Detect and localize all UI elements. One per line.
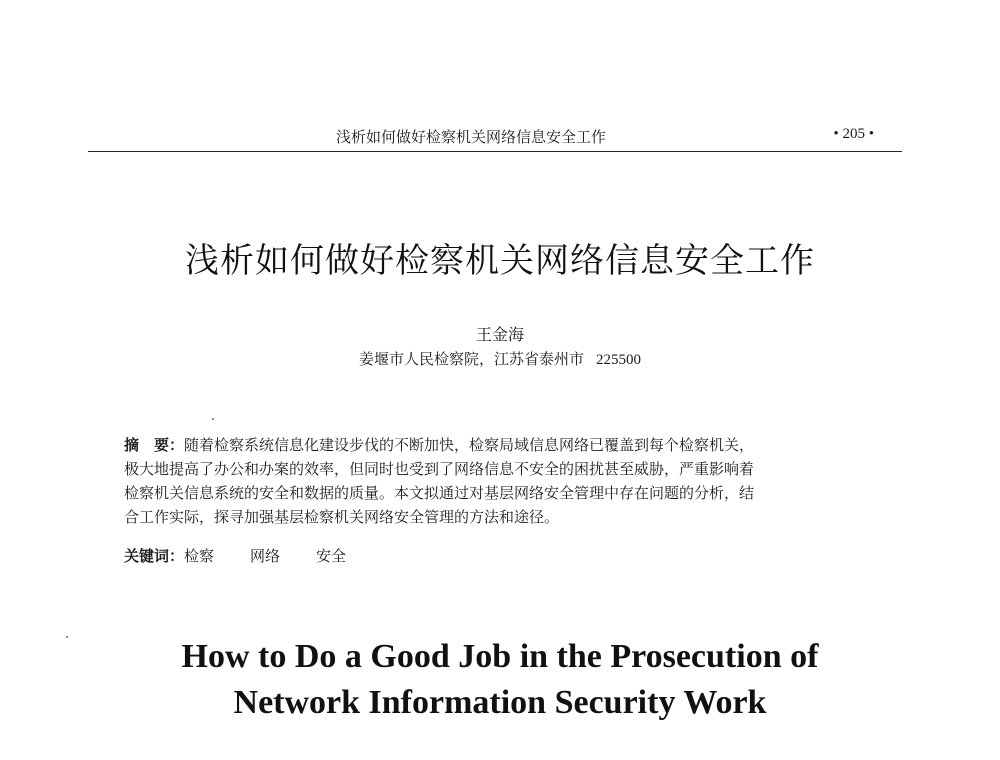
header-rule <box>88 151 902 152</box>
keywords <box>124 545 382 566</box>
affiliation-text: 姜堰市人民检察院，江苏省泰州市 <box>358 350 584 368</box>
abstract-line: 检察机关信息系统的安全和数据的质量。本文拟通过对基层网络安全管理中存在问题的分析，结 <box>124 484 755 502</box>
affiliation <box>0 348 1000 369</box>
keyword: 检察 <box>184 547 215 565</box>
keywords-label: 关键词： <box>124 547 185 565</box>
abstract-line <box>124 433 866 457</box>
postcode: 225500 <box>596 352 641 368</box>
english-title-line: Network Information Security Work <box>233 684 767 721</box>
keyword: 网络 <box>250 547 281 565</box>
keyword: 安全 <box>316 547 347 565</box>
abstract-label: 摘 要： <box>124 436 185 454</box>
running-header <box>88 126 902 152</box>
abstract-line: 合工作实际，探寻加强基层检察机关网络安全管理的方法和途径。 <box>124 508 560 526</box>
page-number: • 205 • <box>833 126 874 142</box>
scan-speck <box>212 418 214 420</box>
running-title: 浅析如何做好检察机关网络信息安全工作 <box>336 128 607 146</box>
english-title <box>0 634 1000 726</box>
author: 王金海 <box>475 325 524 344</box>
abstract-text: 随着检察系统信息化建设步伐的不断加快，检察局域信息网络已覆盖到每个检察机关， <box>184 436 755 454</box>
abstract <box>124 433 866 529</box>
abstract-line: 极大地提高了办公和办案的效率，但同时也受到了网络信息不安全的困扰甚至威胁，严重影响着 <box>124 460 755 478</box>
english-title-line: How to Do a Good Job in the Prosecution of <box>181 638 819 675</box>
scan-speck <box>66 636 68 638</box>
chinese-title: 浅析如何做好检察机关网络信息安全工作 <box>185 241 815 281</box>
